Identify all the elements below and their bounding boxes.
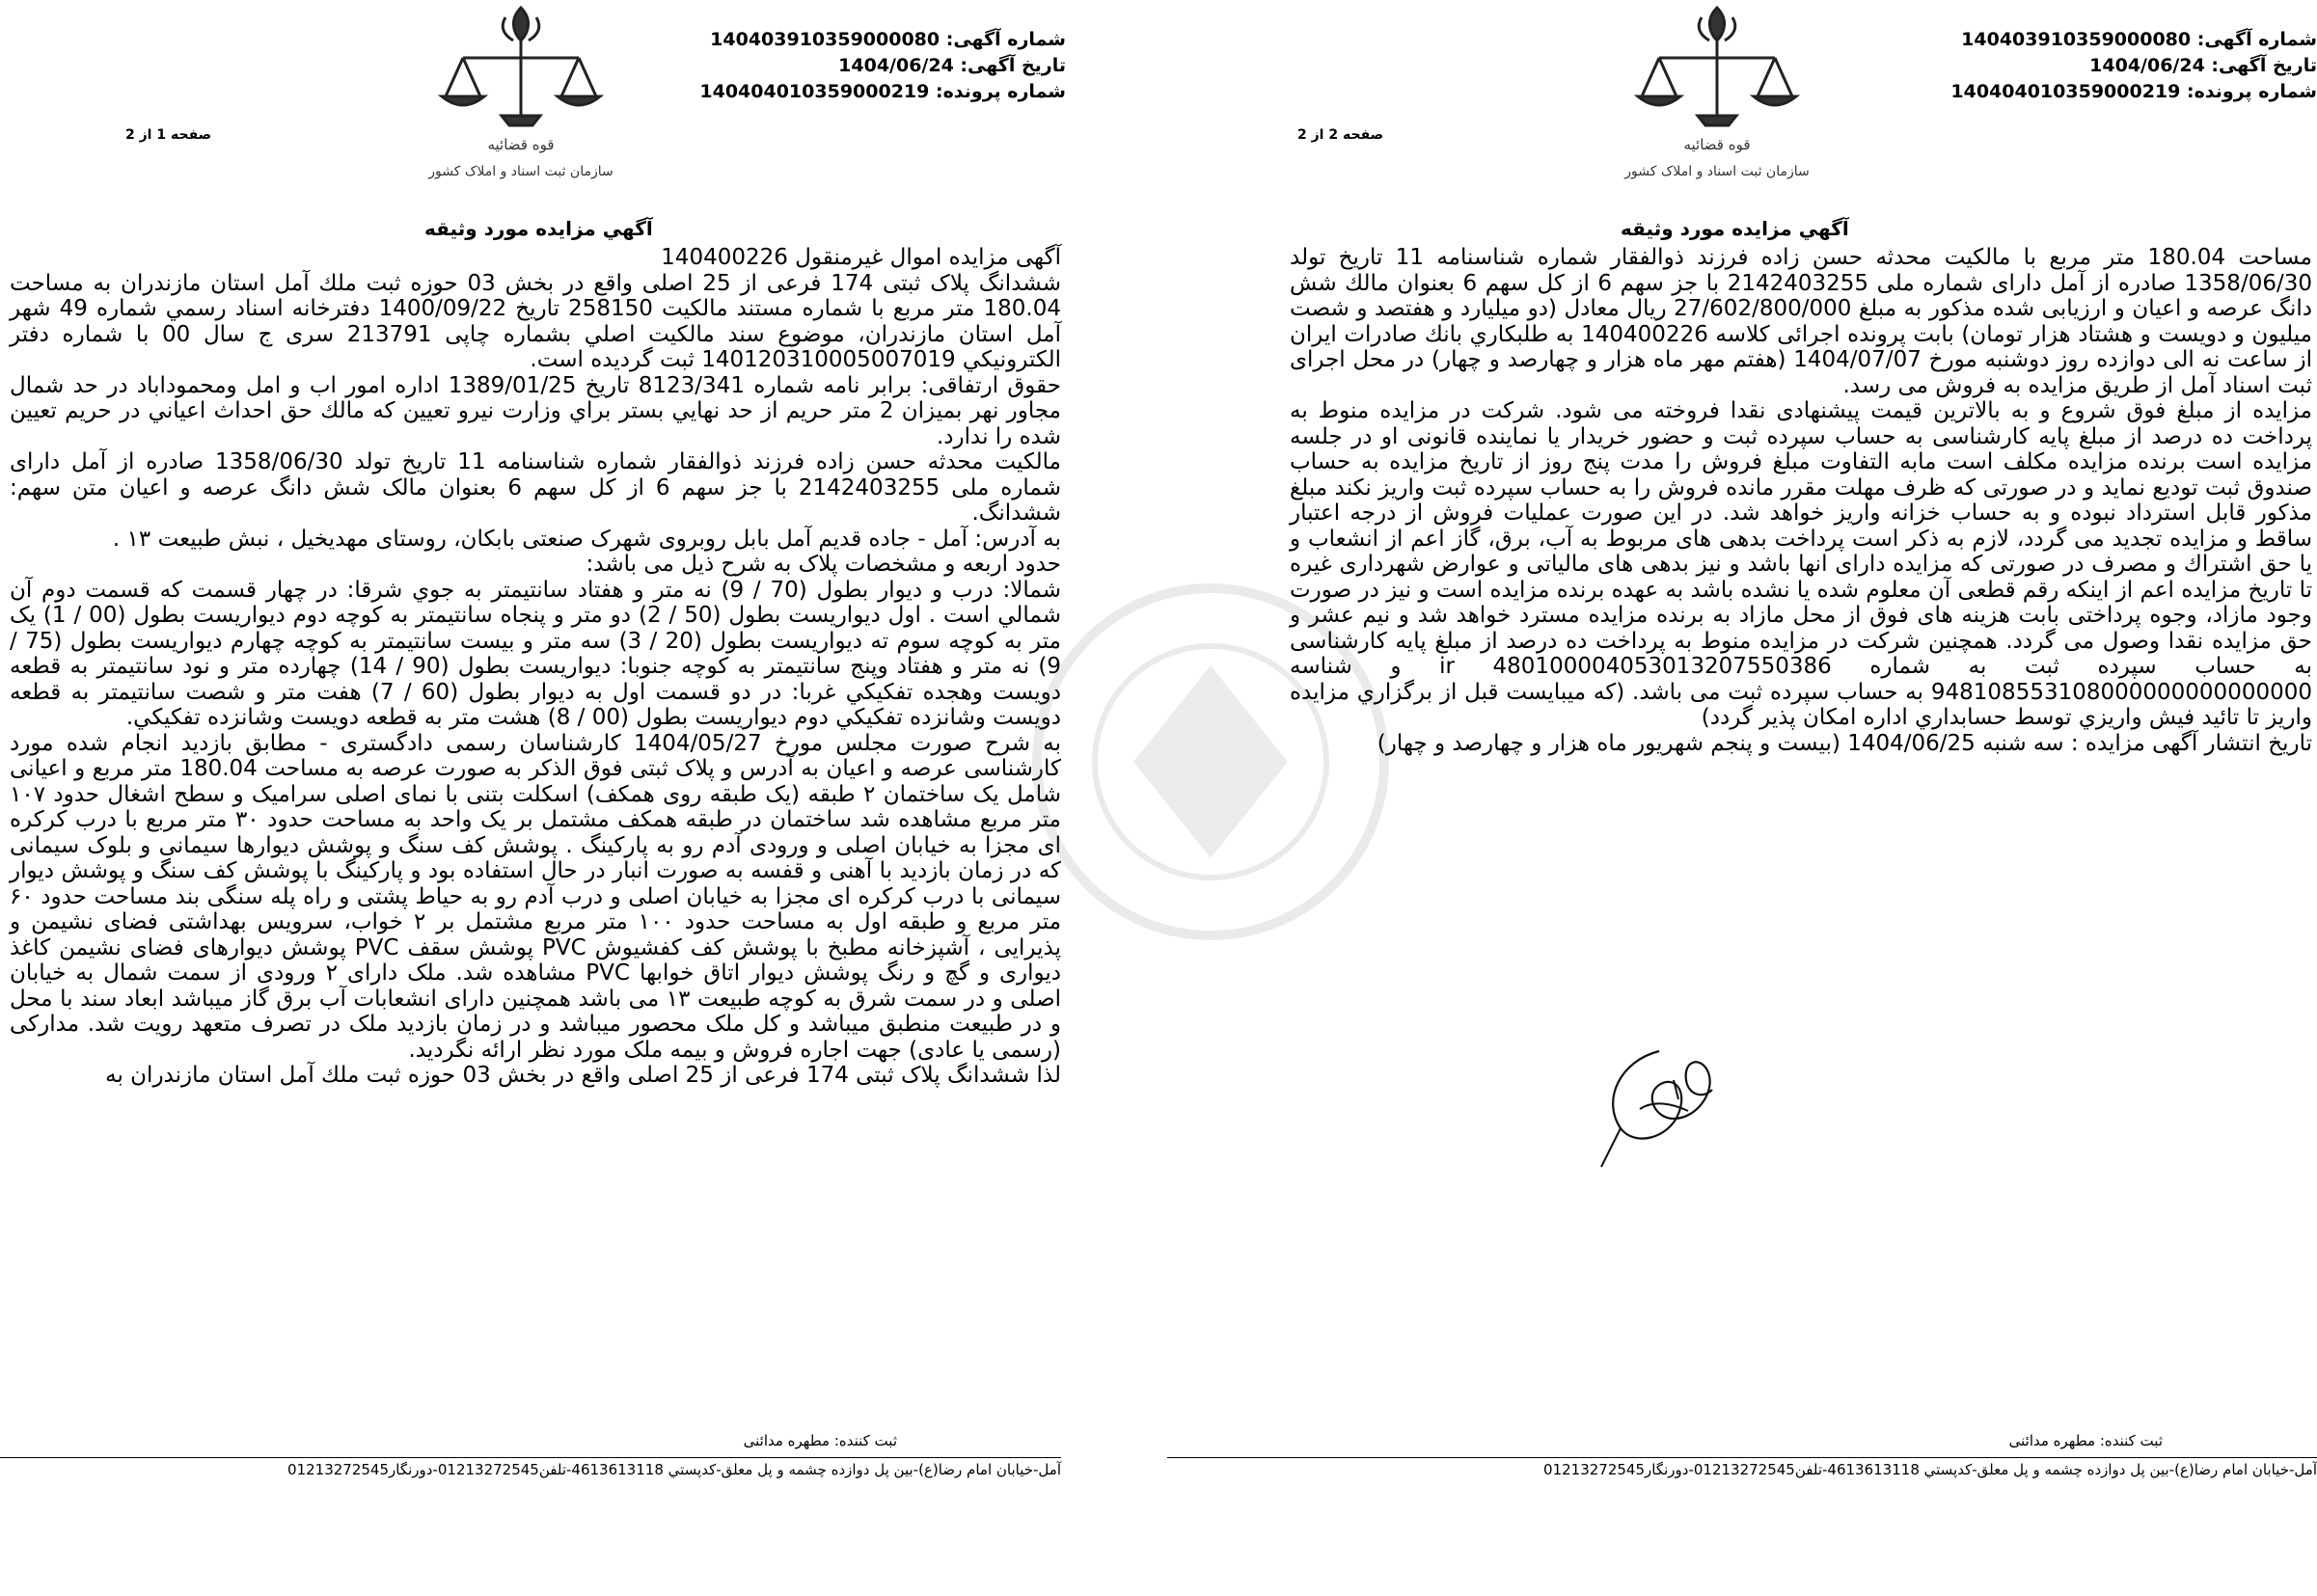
judiciary-emblem-icon <box>424 0 617 183</box>
document-page-2 <box>1167 0 2317 1596</box>
paragraph: مالکیت محدثه حسن زاده فرزند ذوالفقار شماره شناسنامه 11 تاريخ تولد 1358/06/30 صادره از آمل دارای شماره ملی 2142403255 با جز سهم 6 از کل سهم 6 بعنوان مالک شش دانگ عرصه و اعیان متن سهم: ششدانگ. <box>10 449 1061 526</box>
emblem-caption: سازمان ثبت اسناد و املاک کشور <box>428 164 613 179</box>
notice-body <box>1290 245 2312 756</box>
paragraph: حدود اربعه و مشخصات پلاک به شرح ذیل می باشد: <box>586 552 1061 577</box>
office-address: آمل-خیابان امام رضا(ع)-بین پل دوازده چشمه و پل معلق-کدپستي 4613613118-تلفن01213272545-دورنگار01213272545 <box>1543 1461 2317 1478</box>
paragraph: آگهی مزايده اموال غيرمنقول 140400226 <box>661 245 1061 270</box>
notice-header-info <box>699 27 1066 105</box>
emblem-text: قوه قضائیه <box>487 136 555 153</box>
paragraph: مزايده از مبلغ فوق شروع و به بالاترين قيمت پيشنهادی نقدا فروخته می شود. شركت در مزايده منوط به پرداخت ده درصد از مبلغ پايه كارشناسی به حساب سپرده ثبت و حضور خريدار يا نماينده قانونی او در جلسه مزايده است برنده مزايده مكلف است مابه التفاوت مبلغ فروش را مدت پنج روز از تاريخ مزايده به حساب صندوق ثبت توديع نمايد و در صورتی كه ظرف مهلت مقرر مانده فروش را به حساب سپرده ثبت واريز نكند مبلغ مذكور قابل استرداد نبوده و به حساب خزانه واريز خواهد شد. در اين صورت عمليات فروش از درجه اعتبار ساقط و مزايده تجديد می گردد، لازم به ذكر است پرداخت بدهی های مربوط به آب، برق، گاز اعم از انشعاب و يا حق اشتراك و مصرف در صورتی كه مزايده دارای انها باشد و نيز بدهی های مالياتی و عوارض شهرداری غيره تا تاريخ مزايده اعم از اينكه رقم قطعی آن معلوم شده يا نشده باشد به عهده برنده مزايده است و نيز در صورت وجود مازاد، وجوه پرداختی بابت هزينه های فوق از محل مازاد به برنده مزايده مسترد خواهد شد و نيم عشر و حق مزايده نقدا وصول می گردد. همچنين شركت در مزايده منوط به پرداخت ده درصد از مبلغ پايه كارشناسی به حساب سپرده ثبت به شماره ir 480100004053013207550386 و شناسه 948108553108000000000000000 به حساب سپرده ثبت می باشد. (كه ميبايست قبل از برگزاري مزايده واريز تا تائيد فيش واريزي توسط حسابداري اداره امكان پذير گردد) <box>1290 398 2312 730</box>
notice-number: شماره آگهی: 140403910359000080 <box>1961 29 2317 50</box>
notice-header-info <box>1950 27 2317 105</box>
notice-title: آگهي مزايده مورد وثيقه <box>1621 217 1849 240</box>
paragraph: لذا ششدانگ پلاک ثبتی 174 فرعی از 25 اصلی واقع در بخش 03 حوزه ثبت ملك آمل استان مازندران به <box>105 1063 1061 1088</box>
document-page-1 <box>0 0 1066 1596</box>
paragraph: حقوق ارتفاقی: برابر نامه شماره 8123/341 تاريخ 1389/01/25 اداره امور اب و امل ومحموداباد در حد شمال مجاور نهر بميزان 2 متر حريم از حد نهايي بستر براي وزارت نيرو تعيين كه مالك حق احداث اعياني در حريم تعيين شده را ندارد. <box>10 372 1062 449</box>
page-number: صفحه 2 از 2 <box>1297 127 1384 143</box>
page-footer <box>1167 1432 2317 1478</box>
case-number: شماره پرونده: 140404010359000219 <box>699 81 1066 102</box>
registrar-name: ثبت کننده: مطهره مدائنی <box>743 1432 897 1449</box>
notice-number: شماره آگهی: 140403910359000080 <box>710 29 1066 50</box>
page-footer <box>0 1432 1061 1478</box>
registrar-name: ثبت کننده: مطهره مدائنی <box>2008 1432 2163 1449</box>
case-number: شماره پرونده: 140404010359000219 <box>1950 81 2317 102</box>
notice-date: تاریخ آگهی: 1404/06/24 <box>2089 55 2317 76</box>
paragraph: تاريخ انتشار آگهی مزايده : سه شنبه 1404/06/25 (بيست و پنجم شهريور ماه هزار و چهارصد و چهار) <box>1377 730 2312 756</box>
footer-divider <box>0 1457 1061 1458</box>
office-address: آمل-خیابان امام رضا(ع)-بین پل دوازده چشمه و پل معلق-کدپستي 4613613118-تلفن01213272545-دورنگار01213272545 <box>287 1461 1061 1478</box>
paragraph: به شرح صورت مجلس مورخ 1404/05/27 کارشناسان رسمی دادگستری - مطابق بازدید انجام شده مورد کارشناسی عرصه و اعیان به آدرس و پلاک ثبتی فوق الذکر به صورت عرصه به مساحت 180.04 متر مربع و اعیانی شامل یک ساختمان ۲ طبقه (یک طبقه روی همکف) اسکلت بتنی با نمای اصلی سرامیک و سطح اشغال حدود ۱۰۷ متر مربع مشاهده شد ساختمان در طبقه همکف مشتمل بر یک واحد به مساحت حدود ۳۰ متر مربع با درب کرکره ای مجزا به خیابان اصلی و ورودی آدم رو به پارکینگ . پوشش کف سنگ و پوشش دیوارها سیمانی و بلوک سیمانی که در زمان بازدید با آهنی و قفسه به صورت انبار در حال استفاده بود و پارکینگ با پوشش کف سنگ و پوشش دیوار سیمانی با درب کرکره ای مجزا به خیابان اصلی و درب آدم رو به حیاط پشتی و راه پله سنگی بند مساحت حدود ۶۰ متر مربع و طبقه اول به مساحت حدود ۱۰۰ متر مربع مشتمل بر ۲ خواب، سرویس بهداشتی فضای نشیمن و پذیرایی ، آشپزخانه مطبخ با پوشش کف کفشیوش PVC پوشش سقف PVC پوشش دیوارهای فضای نشیمن کاغذ دیواری و گچ و رنگ پوشش دیوار اتاق خوابها PVC مشاهده شد. ملک دارای ۲ ورودی از سمت شمال به خیابان اصلی و در سمت شرق به کوچه طبیعت ۱۳ می باشد همچنین دارای انشعابات آب برق گاز میباشد ابعاد سند با محل و در طبیعت منطبق میباشد و کل ملک محصور میباشد و در زمان بازدید ملک در تصرف متعهد رویت شد. مدارکی (رسمی یا عادی) جهت اجاره فروش و بیمه ملک مورد نظر ارائه نگردید. <box>10 730 1062 1063</box>
notice-body <box>10 245 1061 1089</box>
judiciary-emblem-icon <box>1621 0 1813 183</box>
emblem-caption: سازمان ثبت اسناد و املاک کشور <box>1624 164 1810 179</box>
paragraph: شمالا: درب و ديوار بطول (70 / 9) نه متر و هفتاد سانتيمتر به جوي شرقا: در چهار قسمت كه قسمت دوم آن شمالي است . اول ديواريست بطول (50 / 2) دو متر و پنجاه سانتيمتر به كوچه دوم ديواريست بطول (00 / 1) يک متر به كوچه سوم ته ديواريست بطول (20 / 3) سه متر و بيست سانتيمتر به كوچه چهارم ديواريست بطول (75 / 9) نه متر و هفتاد وپنج سانتيمتر به كوچه جنوبا: ديواريست بطول (90 / 14) چهارده متر و نود سانتيمتر به قطعه دويست وهجده تفكيكي غربا: در دو قسمت اول به ديوار بطول (60 / 7) هفت متر و شصت سانتيمتر به قطعه دويست وشانزده تفكيكي دوم ديواريست بطول (00 / 8) هشت متر به قطعه دويست وشانزده تفكيكي. <box>10 577 1062 730</box>
paragraph: مساحت 180.04 متر مربع با مالكيت محدثه حسن زاده فرزند ذوالفقار شماره شناسنامه 11 تاريخ تولد 1358/06/30 صادره از آمل دارای شماره ملی 2142403255 با جز سهم 6 از كل سهم 6 بعنوان مالك شش دانگ عرصه و اعيان و ارزيابی شده مذكور به مبلغ 27/602/800/000 ريال معادل (دو ميليارد و هفتصد و شصت ميليون و دويست و هشتاد هزار تومان) بابت پرونده اجرائی كلاسه 140400226 به طلبكاري بانك صادرات ايران از ساعت نه الی دوازده روز دوشنبه مورخ 1404/07/07 (هفتم مهر ماه هزار و چهارصد و چهار) در محل اجرای ثبت اسناد آمل از طريق مزايده به فروش می رسد. <box>1290 245 2313 398</box>
notice-title: آگهي مزايده مورد وثيقه <box>424 217 653 240</box>
footer-divider <box>1167 1457 2317 1458</box>
emblem-text: قوه قضائیه <box>1683 136 1751 153</box>
paragraph: ششدانگ پلاک ثبتی 174 فرعی از 25 اصلی واقع در بخش 03 حوزه ثبت ملك آمل استان مازندران به مساحت 180.04 متر مربع با شماره مستند مالکیت 258150 تاریخ 1400/09/22 دفترخانه اسناد رسمي شماره 49 شهر آمل استان مازندران، موضوع سند مالكيت اصلي بشماره چاپی 213791 سری ج سال 00 با شماره دفتر الكترونيكي 140120310005007019 ثبت گرديده است. <box>10 270 1062 372</box>
paragraph: به آدرس: آمل - جاده قدیم آمل بابل روبروی شهرک صنعتی بابکان، روستای مهدیخیل ، نبش طبیعت ۱۳ . <box>112 526 1061 552</box>
page-number: صفحه 1 از 2 <box>125 127 212 143</box>
notice-date: تاریخ آگهی: 1404/06/24 <box>838 55 1066 76</box>
signature-icon <box>1582 1022 1746 1177</box>
